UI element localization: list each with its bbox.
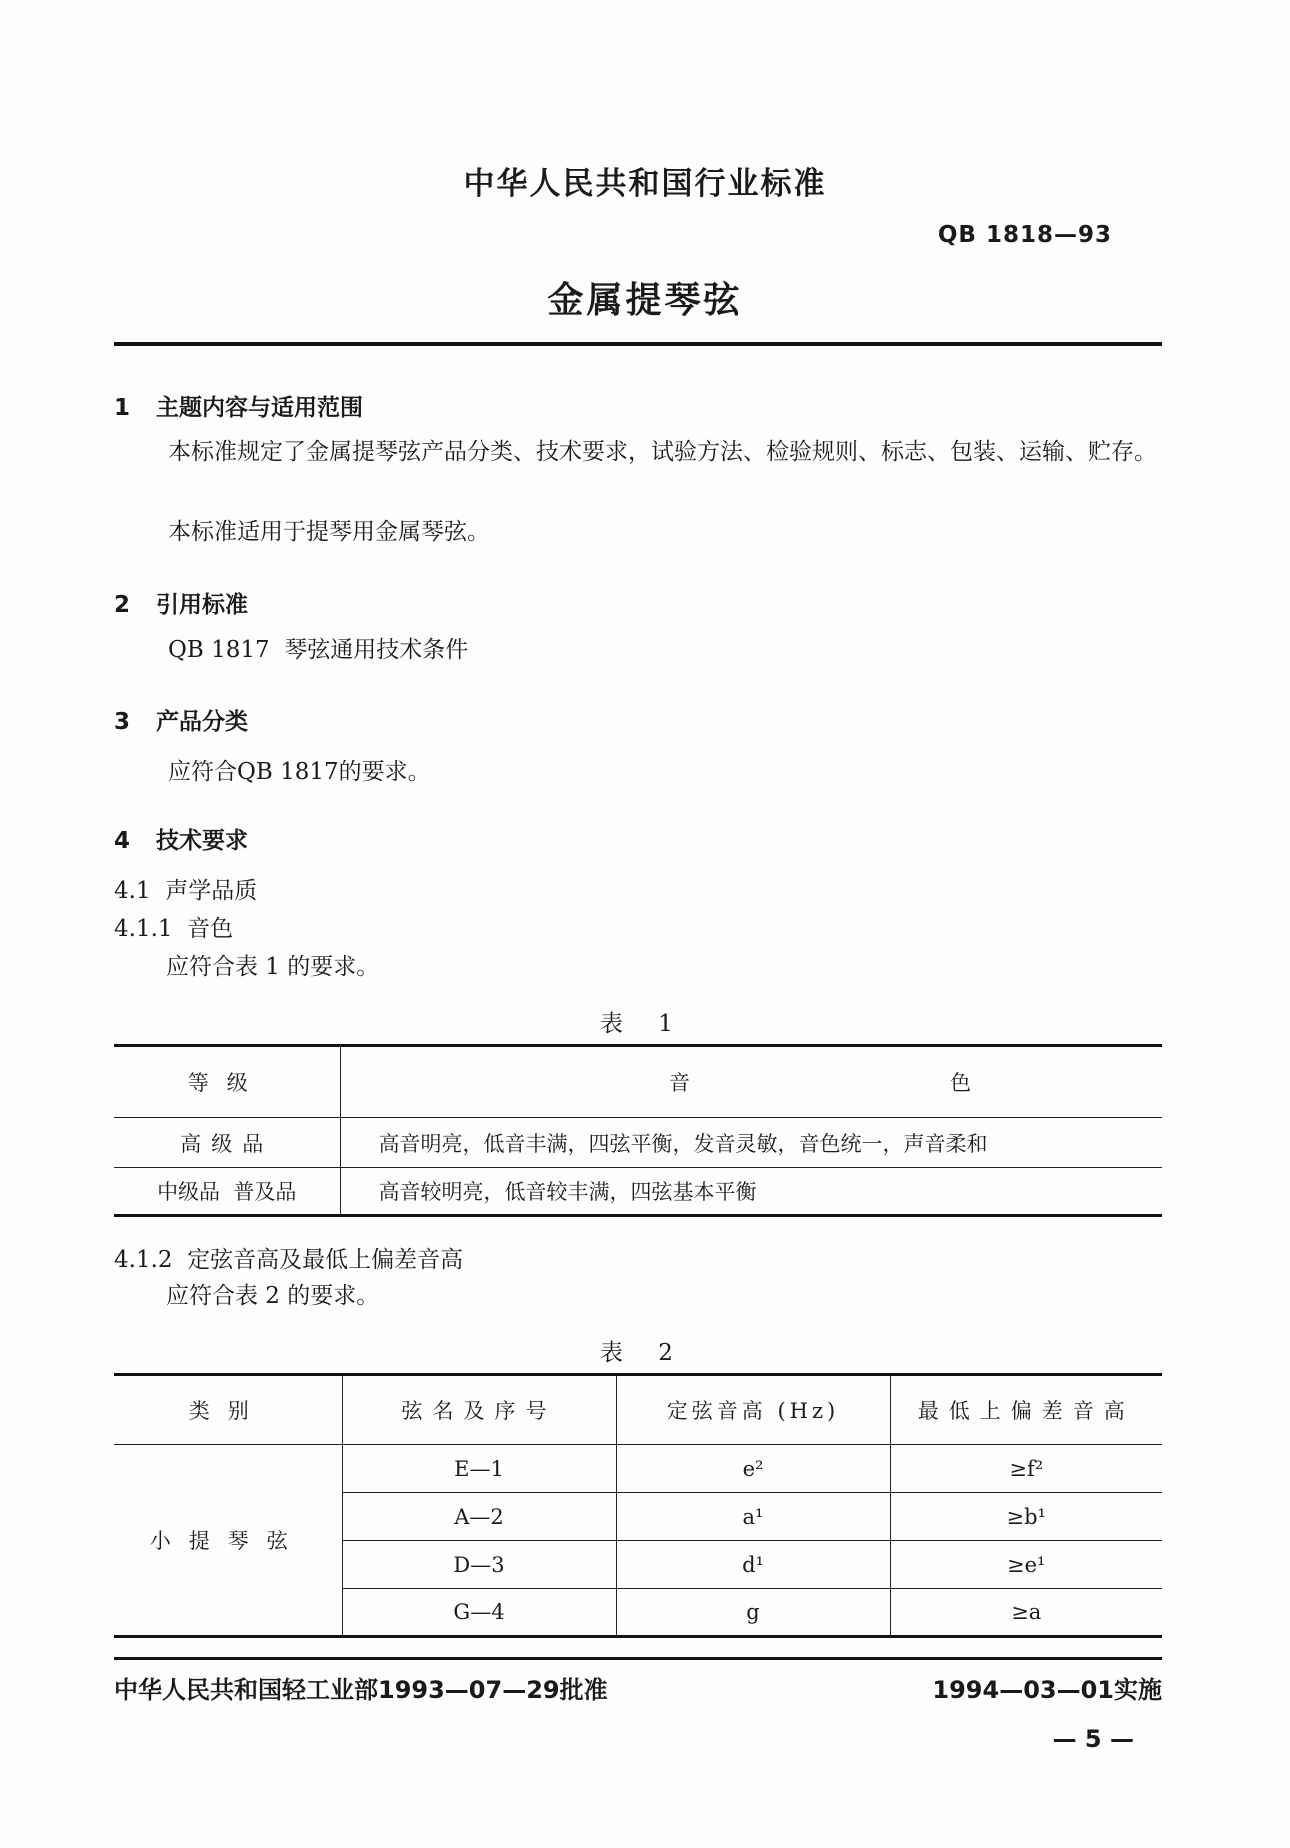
section-1-paragraph-1: 本标准规定了金属提琴弦产品分类、技术要求，试验方法、检验规则、标志、包装、运输、贮存。 bbox=[168, 439, 1157, 465]
section-4-heading bbox=[114, 822, 248, 855]
table-2-string-d: D—3 bbox=[342, 1541, 616, 1589]
title-rule bbox=[114, 342, 1162, 346]
section-1-number: 1 bbox=[114, 395, 131, 421]
section-1-title: 主题内容与适用范围 bbox=[156, 395, 363, 421]
table-2-min-e: ≥f² bbox=[890, 1445, 1162, 1493]
section-3-title: 产品分类 bbox=[156, 709, 248, 735]
table-2-pitch-e: e² bbox=[616, 1445, 890, 1493]
section-2-heading bbox=[114, 586, 248, 619]
section-4-1-1-heading: 4.1.1 音色 bbox=[114, 916, 234, 942]
organization-title: 中华人民共和国行业标准 bbox=[463, 166, 827, 202]
section-2-reference: QB 1817 琴弦通用技术条件 bbox=[168, 637, 469, 663]
table-2-caption: 表 2 bbox=[600, 1340, 687, 1366]
table-2-string-e: E—1 bbox=[342, 1445, 616, 1493]
table-2-pitch-d: d¹ bbox=[616, 1541, 890, 1589]
table-2-header-category: 类别 bbox=[114, 1375, 342, 1445]
table-2-category: 小提琴弦 bbox=[114, 1445, 342, 1637]
table-2-header-string: 弦名及序号 bbox=[342, 1375, 616, 1445]
table-2-min-d: ≥e¹ bbox=[890, 1541, 1162, 1589]
footer-rule bbox=[114, 1657, 1162, 1660]
table-1 bbox=[114, 1044, 1162, 1217]
table-1-tone-high: 高音明亮，低音丰满，四弦平衡，发音灵敏，音色统一，声音柔和 bbox=[340, 1118, 1162, 1168]
table-2-pitch-a: a¹ bbox=[616, 1493, 890, 1541]
table-1-tone-mid: 高音较明亮，低音较丰满，四弦基本平衡 bbox=[340, 1168, 1162, 1216]
section-3-heading bbox=[114, 703, 248, 736]
table-row bbox=[114, 1168, 1162, 1216]
table-1-grade-high: 高级品 bbox=[114, 1118, 340, 1168]
section-2-number: 2 bbox=[114, 592, 131, 618]
table-2-header-row bbox=[114, 1375, 1162, 1445]
table-2-min-g: ≥a bbox=[890, 1589, 1162, 1637]
table-2-header-min: 最低上偏差音高 bbox=[890, 1375, 1162, 1445]
table-2-string-g: G—4 bbox=[342, 1589, 616, 1637]
table-1-caption: 表 1 bbox=[600, 1011, 687, 1037]
table-1-header-tone-2: 色 bbox=[750, 1046, 1162, 1118]
section-4-number: 4 bbox=[114, 828, 131, 854]
section-2-title: 引用标准 bbox=[156, 592, 248, 618]
section-3-paragraph: 应符合QB 1817的要求。 bbox=[168, 759, 431, 785]
document-title: 金属提琴弦 bbox=[547, 280, 743, 321]
table-2-string-a: A—2 bbox=[342, 1493, 616, 1541]
table-1-header-tone-1: 音 bbox=[340, 1046, 750, 1118]
table-2 bbox=[114, 1373, 1162, 1638]
approval-statement: 中华人民共和国轻工业部1993—07—29批准 bbox=[114, 1676, 608, 1704]
table-1-header-grade: 等级 bbox=[114, 1046, 340, 1118]
table-1-header-row bbox=[114, 1046, 1162, 1118]
table-row bbox=[114, 1445, 1162, 1493]
section-1-paragraph-2: 本标准适用于提琴用金属琴弦。 bbox=[168, 519, 490, 545]
section-4-1-1-paragraph: 应符合表 1 的要求。 bbox=[166, 954, 380, 980]
section-4-title: 技术要求 bbox=[156, 828, 248, 854]
section-4-1-heading: 4.1 声学品质 bbox=[114, 878, 258, 904]
table-2-min-a: ≥b¹ bbox=[890, 1493, 1162, 1541]
section-4-1-2-heading: 4.1.2 定弦音高及最低上偏差音高 bbox=[114, 1247, 464, 1273]
table-1-grade-mid: 中级品 普及品 bbox=[114, 1168, 340, 1216]
table-row bbox=[114, 1118, 1162, 1168]
page-number: — 5 — bbox=[1052, 1725, 1134, 1753]
effective-date: 1994—03—01实施 bbox=[932, 1676, 1162, 1704]
section-3-number: 3 bbox=[114, 709, 131, 735]
table-2-pitch-g: g bbox=[616, 1589, 890, 1637]
section-4-1-2-paragraph: 应符合表 2 的要求。 bbox=[166, 1283, 380, 1309]
standard-code: QB 1818—93 bbox=[937, 222, 1112, 248]
table-2-header-pitch: 定弦音高 (Hz) bbox=[616, 1375, 890, 1445]
section-1-heading bbox=[114, 389, 363, 422]
